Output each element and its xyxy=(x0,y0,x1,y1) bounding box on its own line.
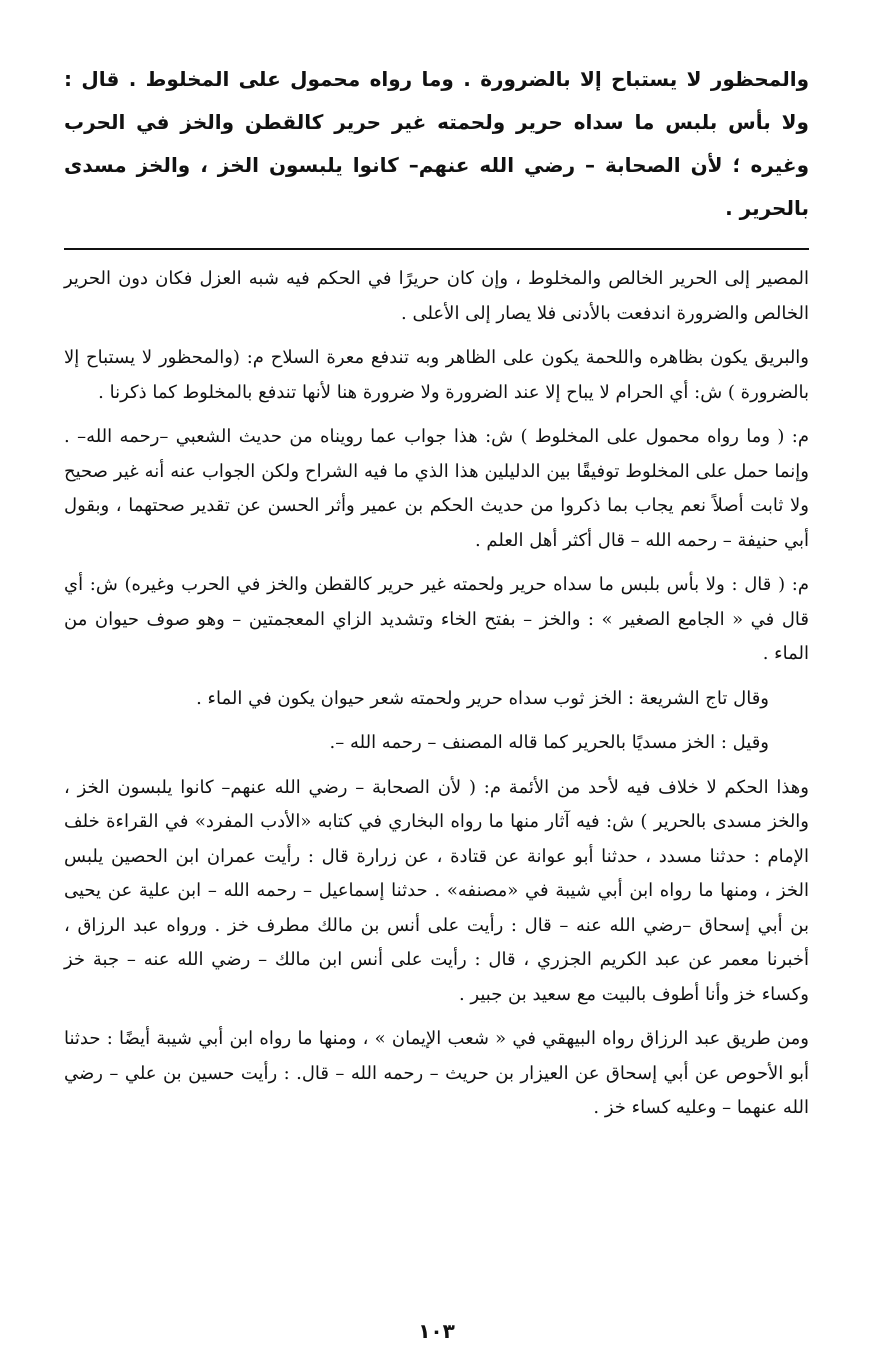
page-number: ١٠٣ xyxy=(418,1319,455,1343)
matn-block xyxy=(64,58,809,230)
sharh-paragraph-3: م: ( وما رواه محمول على المخلوط ) ش: هذا جواب عما رويناه من حديث الشعبي –رحمه الله– . وإنما حمل على المخلوط توفيقًا بين الدليلين هذا الذي ما فيه الشراح ولكن الجواب عنه أنه غير صحيح ولا ثابت أصلاً نعم يجاب بما ذكروا من حديث الحكم بن عمير وأثر الحسن عن تقدير صحتهما ، وبقول أبي حنيفة – رحمه الله – قال أكثر أهل العلم . xyxy=(64,426,809,551)
sharh-paragraph-7: وهذا الحكم لا خلاف فيه لأحد من الأئمة م: ( لأن الصحابة – رضي الله عنهم– كانوا يلبسون الخز ، والخز مسدى بالحرير ) ش: فيه آثار منها ما رواه البخاري في كتابه «الأدب المفرد» في القراءة خلف الإمام : حدثنا مسدد ، حدثنا أبو عوانة عن قتادة ، عن زرارة قال : رأيت عمران ابن الحصين يلبس الخز ، ومنها ما رواه ابن أبي شيبة في «مصنفه» . حدثنا إسماعيل – رحمه الله – ابن علية عن يحيى بن أبي إسحاق –رضي الله عنه – قال : رأيت على أنس بن مالك مطرف خز . ورواه عبد الرزاق ، أخبرنا معمر عن عبد الكريم الجزري ، قال : رأيت على أنس ابن مالك – رضي الله عنه – جبة خز وكساء خز وأنا أطوف بالبيت مع سعيد بن جبير . xyxy=(64,776,809,1005)
sharh-paragraph-5: وقال تاج الشريعة : الخز ثوب سداه حرير ولحمته شعر حيوان يكون في الماء . xyxy=(196,687,769,709)
footnote-separator xyxy=(64,248,809,250)
sharh-paragraph-1: المصير إلى الحرير الخالص والمخلوط ، وإن كان حريرًا في الحكم فيه شبه العزل فكان دون الحرير الخالص والضرورة اندفعت بالأدنى فلا يصار إلى الأعلى . xyxy=(64,268,809,324)
sharh-paragraph-8: ومن طريق عبد الرزاق رواه البيهقي في « شعب الإيمان » ، ومنها ما رواه ابن أبي شيبة أيضًا : حدثنا أبو الأحوص عن أبي إسحاق عن العيزار بن حريث – رحمه الله – قال. : رأيت حسين بن علي – رضي الله عنهما – وعليه كساء خز . xyxy=(64,1028,809,1118)
sharh-paragraph-6: وقيل : الخز مسديًا بالحرير كما قاله المصنف – رحمه الله –. xyxy=(329,732,769,753)
sharh-paragraph-4: م: ( قال : ولا بأس بلبس ما سداه حرير ولحمته غير حرير كالقطن والخز في الحرب وغيره) ش: أي قال في « الجامع الصغير » : والخز – بفتح الخاء وتشديد الزاي المعجمتين – وهو صوف حيوان من الماء . xyxy=(64,574,809,664)
sharh-block xyxy=(64,262,809,1126)
page-body xyxy=(64,58,809,1136)
matn-text: والمحظور لا يستباح إلا بالضرورة . وما رواه محمول على المخلوط . قال : ولا بأس بلبس ما سداه حرير ولحمته غير حرير كالقطن والخز في الحرب وغيره ؛ لأن الصحابة – رضي الله عنهم– كانوا يلبسون الخز ، والخز مسدى بالحرير . xyxy=(64,67,809,220)
sharh-paragraph-2: والبريق يكون بظاهره واللحمة يكون على الظاهر وبه تندفع معرة السلاح م: (والمحظور لا يستباح إلا بالضرورة ) ش: أي الحرام لا يباح إلا عند الضرورة ولا ضرورة هنا لأنها تندفع بالمخلوط كما ذكرنا . xyxy=(64,347,809,403)
